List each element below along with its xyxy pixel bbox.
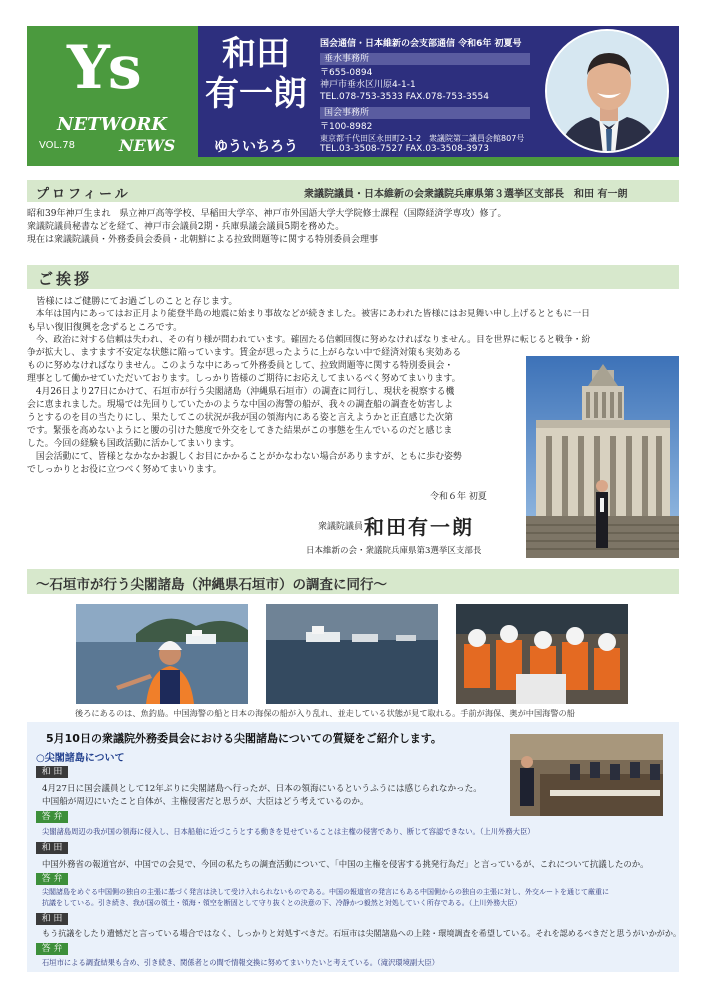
- answer-label: 答 弁: [36, 873, 68, 885]
- answer-1: 尖閣諸島周辺の我が国の領海に侵入し、日本船舶に近づこうとする動きを見せていることは主権の侵害であり、断じて容認できない。（上川外務大臣）: [42, 827, 535, 836]
- committee-subtitle: ○尖閣諸島について: [36, 753, 125, 764]
- committee-title: 5月10日の衆議院外務委員会における尖閣諸島についての質疑をご紹介します。: [46, 732, 442, 745]
- greeting-line: 皆様にはご健勝にてお過ごしのことと存じます。: [27, 296, 238, 307]
- masthead: [27, 26, 679, 166]
- greeting-heading: ご挨拶: [38, 270, 93, 288]
- question-label: 和 田: [36, 766, 68, 778]
- greeting-line: 国会活動にて、皆様となかなかお親しくお目にかかることがかなわない場合がありますが、ともに歩む姿勢: [27, 452, 462, 462]
- office2-label: 国会事務所: [320, 107, 530, 119]
- answer-2: 尖閣諸島をめぐる中国側の独自の主張に基づく発言は決して受け入れられないものである。中国の報道官の発言にもある中国側からの独自の主張に対し、外交ルートを通じて厳重に: [42, 888, 609, 896]
- question-3: もう抗議をしたり遺憾だと言っている場合ではなく、しっかりと対処すべきだ。石垣市は尖閣諸島への上陸・環境調査を希望している。それを認めるべきだと思うがいかがか。: [42, 928, 682, 938]
- greeting-line: も早い復旧復興を念ずるところです。: [27, 322, 183, 333]
- greeting-line: 4月26日より27日にかけて、石垣市が行う尖閣諸島（沖縄県石垣市）の調査に同行し、現状を視察する機: [27, 387, 455, 397]
- signature-name: 和田有一朗: [364, 515, 474, 539]
- politician-name: [201, 34, 311, 114]
- name-line-1: 和田: [222, 34, 290, 74]
- senkaku-caption: 後ろにあるのは、魚釣島。中国海警の船と日本の海保の船が入り乱れ、並走している状態が見て取れる。手前が海保、奥が中国海警の船: [75, 708, 575, 718]
- office1-phone: TEL.078-753-3533 FAX.078-753-3554: [320, 92, 489, 102]
- greeting-line: でしっかりとお役に立つべく努めてまいります。: [27, 465, 222, 475]
- office2-postal: 〒100-8982: [320, 122, 373, 132]
- profile-line: 昭和39年神戸生まれ 県立神戸高等学校、早稲田大学卒、神戸市外国語大学大学院修士課程（国際経済学専攻）修了。: [27, 209, 507, 219]
- politician-name-kana: ゆういちろう: [214, 139, 298, 155]
- answer-3: 石垣市による調査結果も含め、引き続き、関係者との間で情報交換に努めてまいりたいと考えている。（滝沢環境副大臣）: [42, 958, 440, 967]
- greeting-line: です。緊張を高めないようにと腰の引けた態度で外交をしてきた結果がこの事態を生んでいるのだと感じま: [27, 426, 453, 436]
- senkaku-heading: 〜石垣市が行う尖閣諸島（沖縄県石垣市）の調査に同行〜: [36, 577, 387, 593]
- question-label: 和 田: [36, 913, 68, 925]
- volume-number: VOL.78: [39, 140, 76, 151]
- issue-line: 国会通信・日本維新の会支部通信 令和6年 初夏号: [320, 39, 522, 49]
- greeting-line: ものに努めなければなりません。このような中にあって外務委員として、拉致問題等に関する特別委員会・: [27, 361, 454, 371]
- office2-address: 東京都千代田区永田町2-1-2 衆議院第二議員会館807号: [320, 134, 525, 143]
- ys-logo-news: NEWS: [119, 136, 176, 155]
- greeting-line: 本年は国内にあってはお正月より能登半島の地震に始まり事故などが続きました。被害にあわれた皆様にはお見舞い申し上げるとともに一日: [27, 309, 590, 319]
- ys-logo-network: NETWORK: [57, 114, 168, 135]
- greeting-date: 令和６年 初夏: [430, 492, 487, 502]
- profile-heading: プロフィール: [36, 187, 131, 202]
- greeting-line: うとするのを目の当たりにし、果たしてこの状況が我が国の領海内にある姿と言えようかと正直感じた次第: [27, 413, 453, 423]
- greeting-body-full: [27, 295, 679, 347]
- profile-body: [27, 208, 679, 247]
- greeting-section-bar: [27, 265, 679, 289]
- profile-line: 衆議院議員秘書などを経て、神戸市会議員2期・兵庫県議会議員5期を務めた。: [27, 222, 345, 232]
- greeting-line: 争が拡大し、ますます不安定な状態に陥っています。賃金が思ったように上がらない中で経済対策も実効ある: [27, 348, 462, 358]
- profile-byline: 衆議院議員・日本維新の会衆議院兵庫県第３選挙区支部長 和田 有一朗: [304, 189, 628, 200]
- greeting-body-narrow: [27, 347, 519, 477]
- header-green-strip: [198, 157, 679, 166]
- greeting-line: 理事として働かせていただいております。しっかり皆様のご期待にお応えしてまいるべく努めてまいります。: [27, 374, 461, 384]
- committee-photo: [510, 734, 663, 816]
- profile-line: 現在は衆議院議員・外務委員会委員・北朝鮮による拉致問題等に関する特別委員会理事: [27, 235, 379, 245]
- answer-2-cont: 抗議をしている。引き続き、我が国の領土・領海・領空を断固として守り抜くとの決意の下、冷静かつ毅然と対処していく所存である。（上川外務大臣）: [42, 899, 522, 907]
- senkaku-photo-1: [76, 604, 248, 704]
- ys-logo-letters: Ys: [67, 33, 140, 103]
- office1-address: 神戸市垂水区川原4-1-1: [320, 80, 416, 90]
- greeting-line: した。今回の経験も国政活動に活かしてまいります。: [27, 439, 240, 449]
- diet-building-photo: [526, 356, 679, 558]
- senkaku-photo-3: [456, 604, 628, 704]
- answer-label: 答 弁: [36, 943, 68, 955]
- question-2: 中国外務省の報道官が、中国での会見で、今回の私たちの調査活動について、「中国の主権を侵害する挑発行為だ」と言っているが、これについて抗議したのか。: [42, 859, 649, 869]
- office1-label: 垂水事務所: [320, 53, 530, 65]
- office2-phone: TEL.03-3508-7527 FAX.03-3508-3973: [320, 144, 489, 154]
- portrait-photo: [545, 29, 669, 153]
- office1-postal: 〒655-0894: [320, 68, 373, 78]
- question-1-cont: 中国船が周辺にいたこと自体が、主権侵害だと思うが、大臣はどう考えているのか。: [42, 797, 369, 807]
- question-label: 和 田: [36, 842, 68, 854]
- senkaku-photo-2: [266, 604, 438, 704]
- greeting-line: 今、政治に対する信頼は失われ、その有り様が問われています。確固たる信頼回復に努めなければなりません。目を世界に転じると戦争・紛: [27, 335, 591, 345]
- answer-label: 答 弁: [36, 811, 68, 823]
- signature-title: 衆議院議員: [318, 522, 364, 532]
- name-line-2: 有一朗: [205, 74, 307, 114]
- question-1: 4月27日に国会議員として12年ぶりに尖閣諸島へ行ったが、日本の領海にいるというふうには感じられなかった。: [42, 784, 482, 794]
- greeting-line: 会に恵まれました。現場では先回りしていたかのような中国の海警の船が、我々の調査船の調査を妨害しよ: [27, 400, 453, 410]
- signature-subtitle: 日本維新の会・衆議院兵庫県第3選挙区支部長: [306, 546, 482, 556]
